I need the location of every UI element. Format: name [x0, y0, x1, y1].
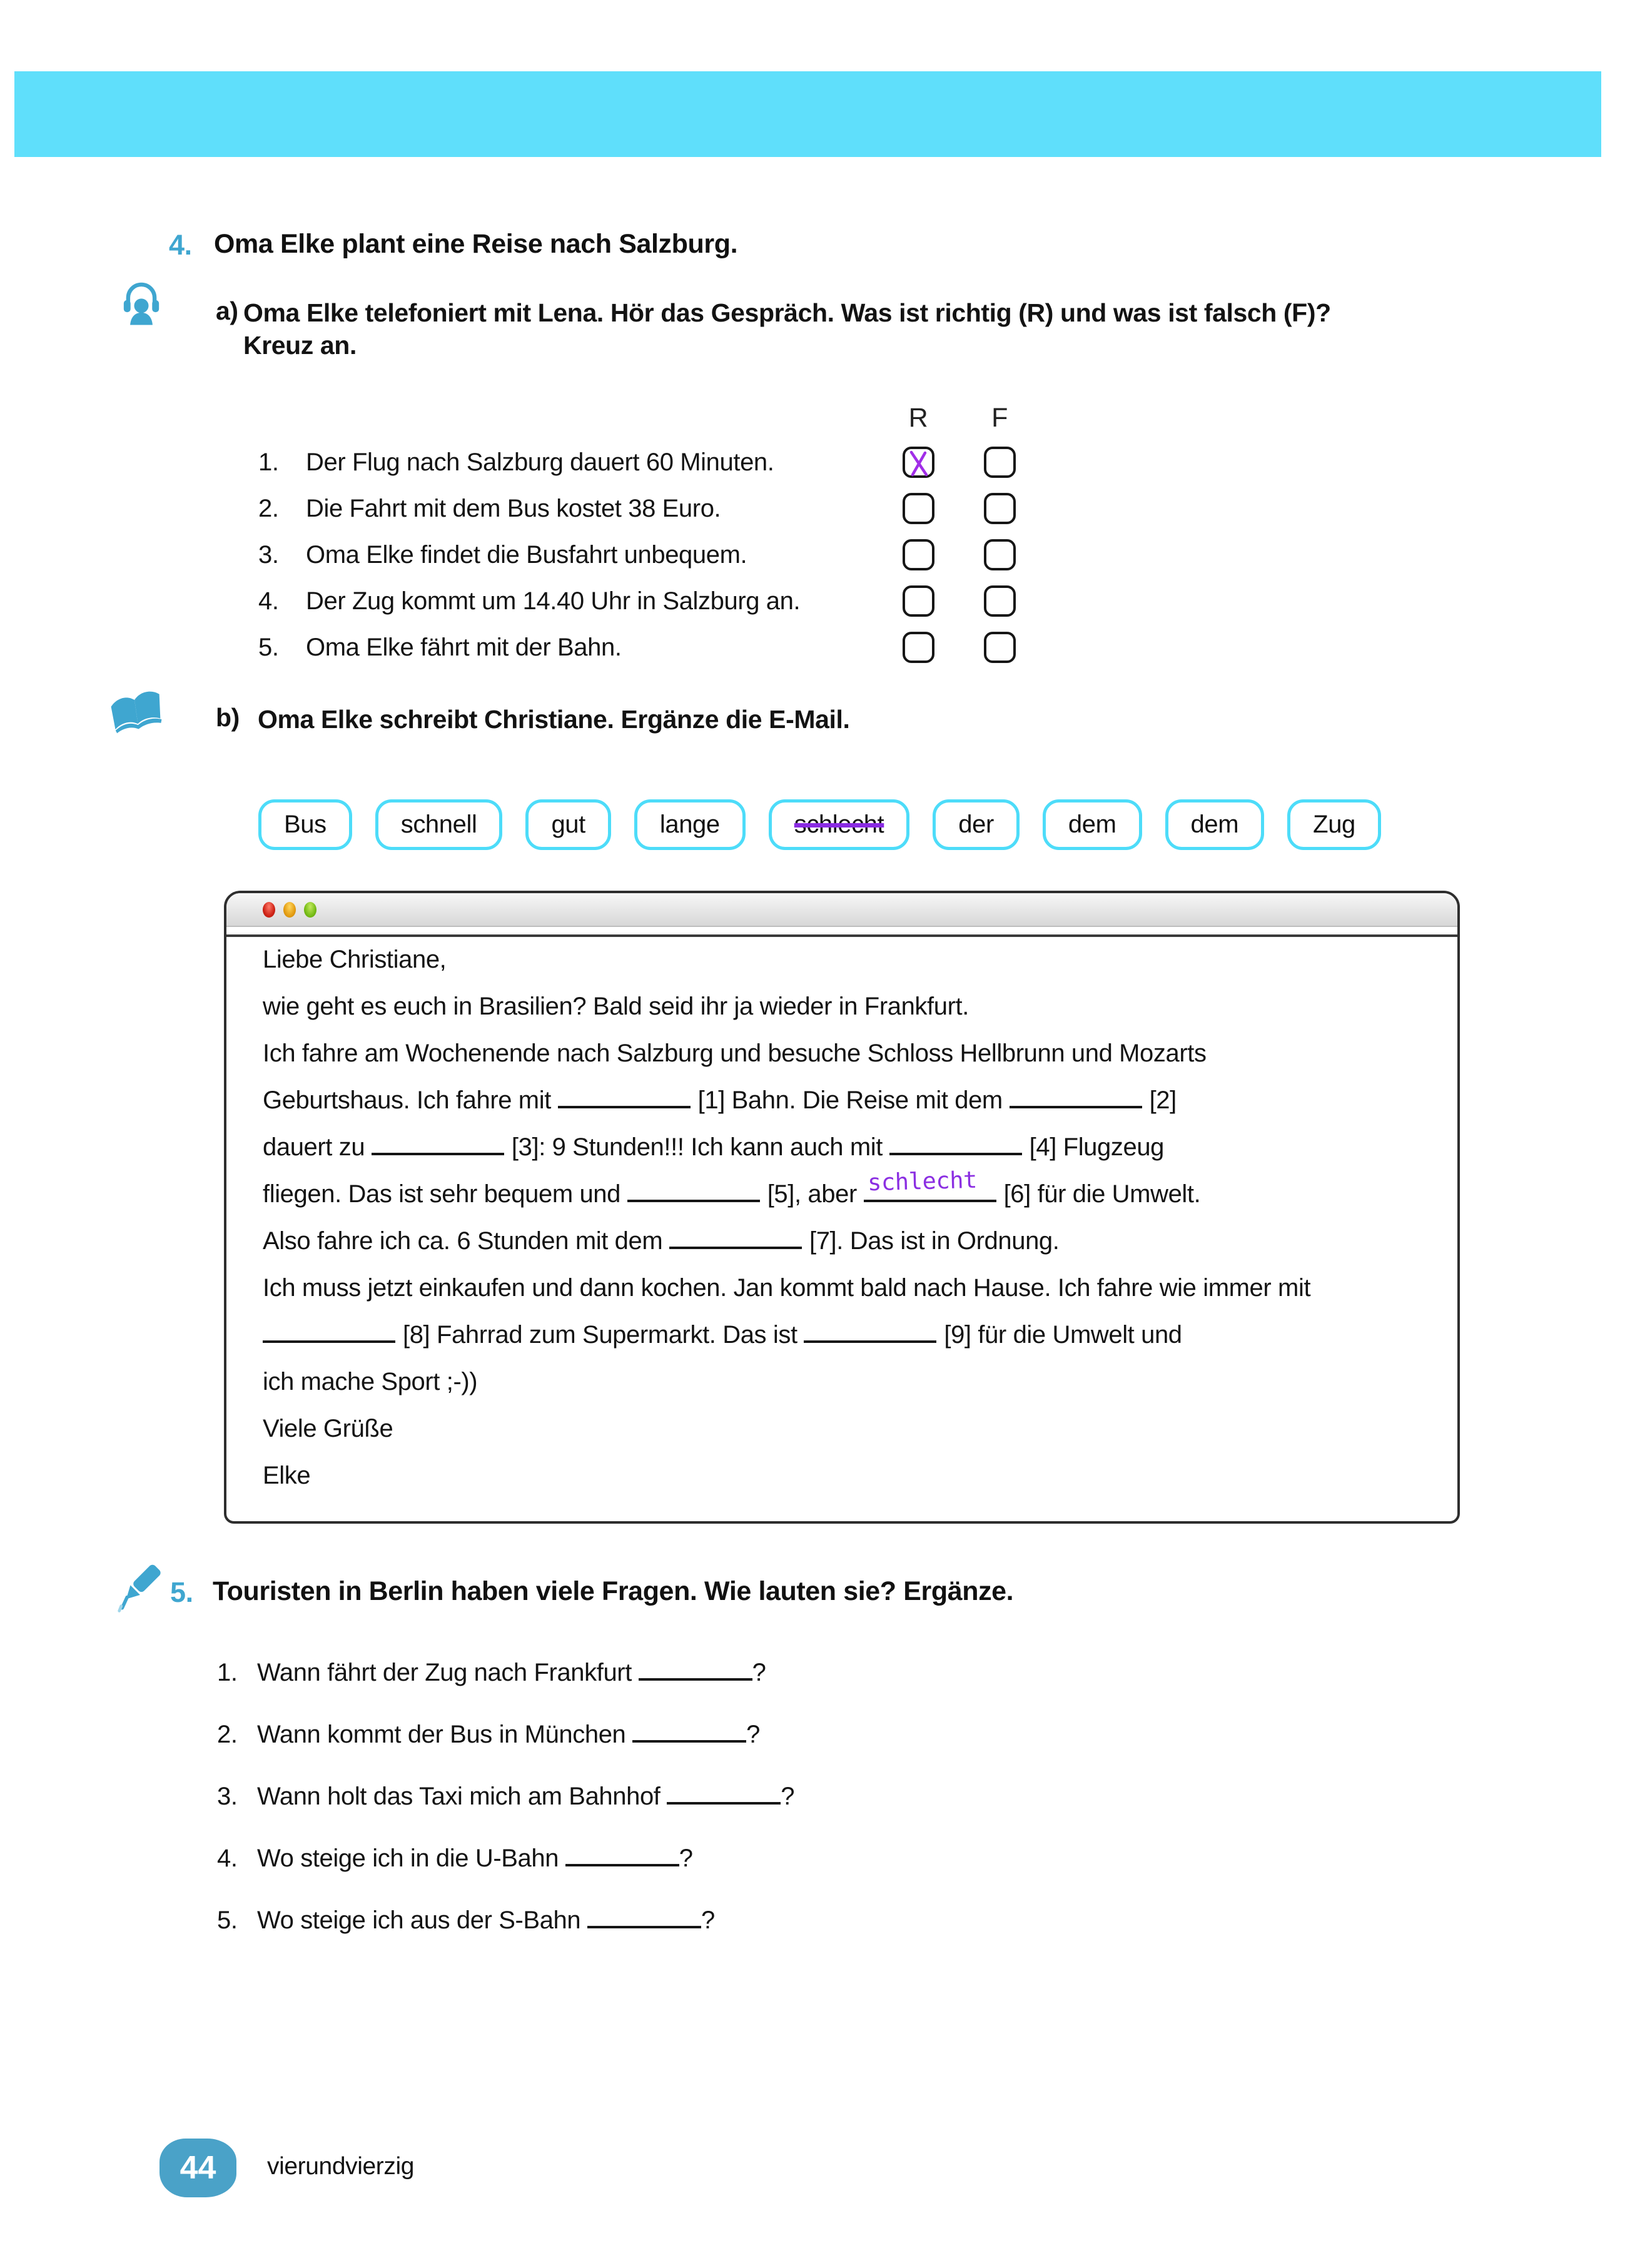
word-bank-chip: gut: [525, 799, 610, 850]
checklist-row: [258, 439, 1059, 485]
email-text: Geburtshaus. Ich fahre mit: [263, 1086, 558, 1114]
email-text: Bahn. Die Reise mit dem: [724, 1086, 1010, 1114]
checkbox-falsch[interactable]: [984, 632, 1016, 663]
email-window-titlebar: [226, 893, 1457, 927]
checkbox-richtig[interactable]: [903, 585, 934, 617]
email-line: [263, 1368, 1422, 1415]
checklist-row: [258, 485, 1059, 532]
email-line: [263, 1086, 1422, 1133]
item-text: Der Zug kommt um 14.40 Uhr in Salzburg an.: [306, 587, 801, 615]
window-close-icon: [263, 902, 275, 918]
checkbox-falsch[interactable]: [984, 539, 1016, 570]
headphones-person-icon: [121, 279, 161, 328]
checklist-row: [258, 624, 1059, 671]
email-text: Ich fahre am Wochenende nach Salzburg und besuche Schloss Hellbrunn und Mozarts: [263, 1040, 1207, 1067]
pencil-icon: [116, 1562, 165, 1612]
header-color-band: [14, 71, 1601, 157]
question-list: [217, 1659, 1343, 1968]
question-row: [217, 1659, 1343, 1721]
item-number: 4.: [258, 587, 279, 615]
email-line: [263, 1321, 1422, 1368]
blank-number-label: [3]: [511, 1133, 539, 1161]
word-bank-chip: Zug: [1287, 799, 1381, 850]
word-bank-chip: schlecht: [769, 799, 910, 850]
fill-in-blank[interactable]: [639, 1674, 752, 1681]
question-row: [217, 1783, 1343, 1845]
exercise5-title: Touristen in Berlin haben viele Fragen. Wie lauten sie? Ergänze.: [213, 1576, 1014, 1606]
blank-number-label: [9]: [944, 1321, 971, 1349]
email-text: Fahrrad zum Supermarkt. Das ist: [430, 1321, 804, 1349]
item-text: Oma Elke findet die Busfahrt unbequem.: [306, 540, 747, 569]
email-line: [263, 993, 1422, 1040]
email-text: Also fahre ich ca. 6 Stunden mit dem: [263, 1227, 669, 1255]
question-mark: ?: [679, 1845, 693, 1872]
blank-number-label: [8]: [403, 1321, 430, 1349]
fill-in-blank[interactable]: [627, 1196, 760, 1202]
part-a-label: a): [216, 296, 238, 325]
page-number-word: vierundvierzig: [267, 2153, 415, 2180]
item-number: 2.: [258, 494, 279, 522]
email-line: [263, 1462, 1422, 1509]
checkbox-falsch[interactable]: [984, 585, 1016, 617]
window-minimize-icon: [283, 902, 296, 918]
fill-in-blank[interactable]: [372, 1149, 504, 1155]
checkbox-richtig[interactable]: [903, 632, 934, 663]
email-text: wie geht es euch in Brasilien? Bald seid ihr ja wieder in Frankfurt.: [263, 993, 969, 1020]
question-row: [217, 1906, 1343, 1968]
checklist-row: [258, 578, 1059, 624]
email-text: Ich muss jetzt einkaufen und dann kochen. Jan kommt bald nach Hause. Ich fahre wie immer mit: [263, 1274, 1311, 1302]
word-bank-chip: Bus: [258, 799, 352, 850]
item-number: 4.: [217, 1845, 238, 1872]
blank-number-label: [2]: [1149, 1086, 1177, 1114]
item-text: Oma Elke fährt mit der Bahn.: [306, 633, 622, 661]
word-bank-chip: dem: [1165, 799, 1265, 850]
email-text: dauert zu: [263, 1133, 372, 1161]
rf-checklist: [258, 439, 1059, 671]
email-text: Flugzeug: [1056, 1133, 1165, 1161]
word-bank: [258, 799, 1447, 850]
fill-in-blank[interactable]: [565, 1860, 679, 1866]
email-text: , aber: [794, 1180, 864, 1208]
email-line: [263, 1040, 1422, 1086]
email-text: fliegen. Das ist sehr bequem und: [263, 1180, 627, 1208]
question-text: Wo steige ich in die U-Bahn: [257, 1845, 565, 1872]
question-row: [217, 1845, 1343, 1906]
checkbox-richtig[interactable]: [903, 539, 934, 570]
question-text: Wann holt das Taxi mich am Bahnhof: [257, 1783, 667, 1810]
part-b-label: b): [216, 703, 240, 732]
item-text: Die Fahrt mit dem Bus kostet 38 Euro.: [306, 494, 721, 522]
fill-in-blank[interactable]: [263, 1337, 395, 1343]
blank-number-label: [6]: [1003, 1180, 1031, 1208]
item-number: 2.: [217, 1721, 238, 1748]
word-bank-chip: dem: [1043, 799, 1142, 850]
word-bank-chip: der: [933, 799, 1020, 850]
checkbox-falsch[interactable]: [984, 447, 1016, 478]
question-mark: ?: [746, 1721, 760, 1748]
email-line: [263, 1227, 1422, 1274]
email-text: . Das ist in Ordnung.: [836, 1227, 1060, 1255]
email-text: Viele Grüße: [263, 1415, 393, 1442]
window-zoom-icon: [304, 902, 316, 918]
part-b-instruction: Oma Elke schreibt Christiane. Ergänze die E-Mail.: [258, 705, 850, 734]
email-line: [263, 1166, 1422, 1227]
email-text: Elke: [263, 1462, 311, 1489]
email-body: [226, 937, 1457, 1509]
question-mark: ?: [701, 1906, 715, 1934]
exercise4-number: 4.: [169, 229, 192, 261]
email-line: [263, 1415, 1422, 1462]
open-book-icon: [108, 688, 165, 738]
email-text: : 9 Stunden!!! Ich kann auch mit: [539, 1133, 889, 1161]
checkbox-richtig[interactable]: [903, 493, 934, 524]
part-a-instruction-line1: Oma Elke telefoniert mit Lena. Hör das Gespräch. Was ist richtig (R) und was ist falsch (F)?: [243, 298, 1331, 327]
checkbox-richtig[interactable]: [903, 447, 934, 478]
handwritten-answer: schlecht: [867, 1166, 978, 1197]
question-mark: ?: [781, 1783, 795, 1810]
item-text: Der Flug nach Salzburg dauert 60 Minuten.: [306, 448, 774, 476]
email-text: für die Umwelt.: [1030, 1180, 1201, 1208]
exercise4-title: Oma Elke plant eine Reise nach Salzburg.: [214, 229, 738, 259]
blank-number-label: [7]: [809, 1227, 837, 1255]
question-text: Wann fährt der Zug nach Frankfurt: [257, 1659, 639, 1686]
blank-number-label: [4]: [1029, 1133, 1056, 1161]
item-number: 5.: [217, 1906, 238, 1934]
question-text: Wann kommt der Bus in München: [257, 1721, 633, 1748]
question-mark: ?: [752, 1659, 766, 1686]
fill-in-blank[interactable]: [1010, 1102, 1142, 1108]
checklist-row: [258, 532, 1059, 578]
email-line: [263, 946, 1422, 993]
question-text: Wo steige ich aus der S-Bahn: [257, 1906, 587, 1934]
email-text: Liebe Christiane,: [263, 946, 447, 973]
fill-in-blank[interactable]: [558, 1102, 691, 1108]
fill-in-blank[interactable]: [864, 1166, 996, 1202]
fill-in-blank[interactable]: [669, 1243, 802, 1249]
fill-in-blank[interactable]: [632, 1736, 746, 1743]
column-header-richtig: R: [908, 403, 928, 433]
email-text: ich mache Sport ;-)): [263, 1368, 478, 1395]
column-header-falsch: F: [991, 403, 1008, 433]
part-a-instruction-line2: Kreuz an.: [243, 331, 357, 360]
fill-in-blank[interactable]: [804, 1337, 936, 1343]
question-row: [217, 1721, 1343, 1783]
email-line: [263, 1133, 1422, 1180]
item-number: 1.: [217, 1659, 238, 1686]
word-bank-chip: lange: [634, 799, 746, 850]
fill-in-blank[interactable]: [587, 1922, 701, 1928]
email-text: für die Umwelt und: [971, 1321, 1182, 1349]
word-bank-chip: schnell: [375, 799, 503, 850]
fill-in-blank[interactable]: [667, 1798, 781, 1805]
blank-number-label: [5]: [767, 1180, 794, 1208]
email-window: [224, 891, 1460, 1524]
page-number: 44: [180, 2150, 216, 2186]
item-number: 3.: [217, 1783, 238, 1810]
fill-in-blank[interactable]: [889, 1149, 1022, 1155]
checkbox-falsch[interactable]: [984, 493, 1016, 524]
email-line: [263, 1274, 1422, 1321]
exercise5-number: 5.: [170, 1576, 193, 1608]
page-number-badge: [159, 2139, 236, 2197]
item-number: 1.: [258, 448, 279, 476]
item-number: 3.: [258, 540, 279, 569]
blank-number-label: [1]: [697, 1086, 725, 1114]
item-number: 5.: [258, 633, 279, 661]
